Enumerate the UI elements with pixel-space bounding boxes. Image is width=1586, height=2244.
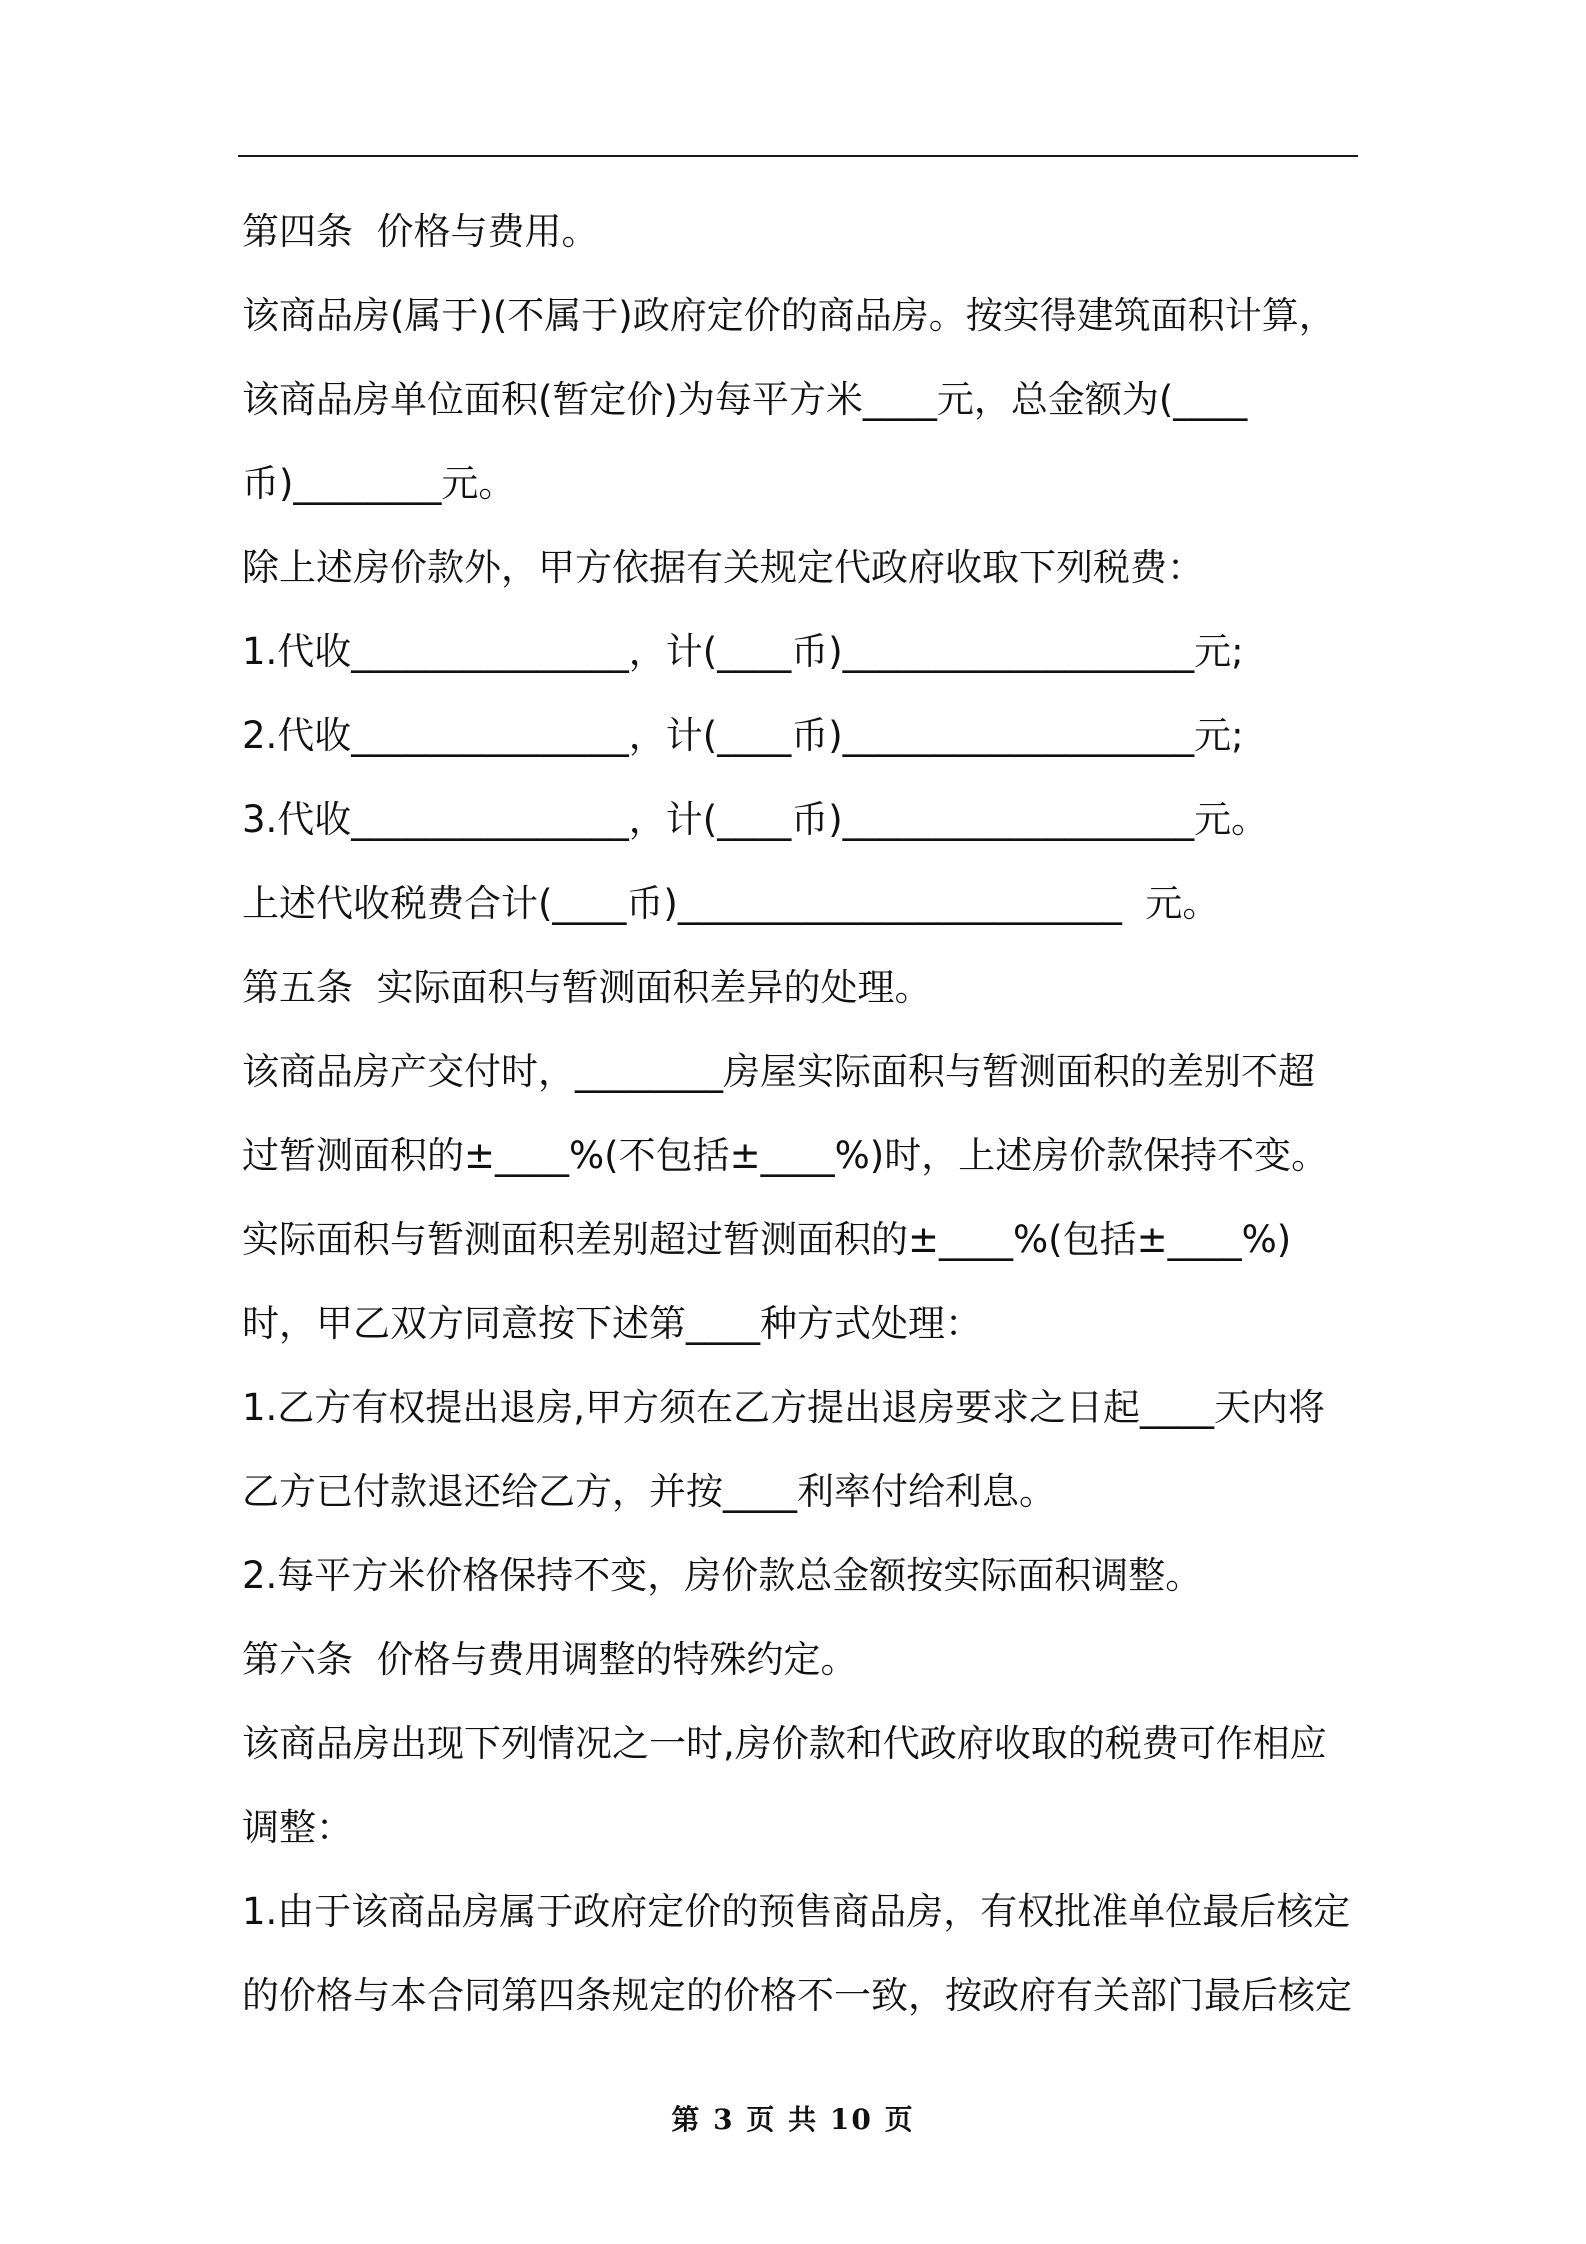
document-body — [242, 190, 1360, 2038]
paragraph-line: 该商品房产交付时，________房屋实际面积与暂测面积的差别不超 — [242, 1050, 1315, 1093]
paragraph-line: 时，甲乙双方同意按下述第____种方式处理： — [242, 1302, 982, 1345]
paragraph-line: 的价格与本合同第四条规定的价格不一致，按政府有关部门最后核定 — [242, 1974, 1352, 2017]
tax-item-2: 2.代收_______________，计(____币)___________________元; — [242, 714, 1244, 757]
article-6-heading: 第六条 价格与费用调整的特殊约定。 — [242, 1638, 858, 1681]
paragraph-line: 过暂测面积的±____%(不包括±____%)时，上述房价款保持不变。 — [242, 1134, 1329, 1177]
paragraph-line: 该商品房(属于)(不属于)政府定价的商品房。按实得建筑面积计算， — [242, 294, 1336, 337]
header-rule — [238, 155, 1358, 157]
tax-total-line: 上述代收税费合计(____币)________________________ 元。 — [242, 882, 1220, 925]
paragraph-line: 该商品房单位面积(暂定价)为每平方米____元，总金额为(____ — [242, 378, 1248, 421]
article-4-heading: 第四条 价格与费用。 — [242, 210, 599, 253]
paragraph-line: 调整： — [242, 1806, 353, 1849]
paragraph-line: 该商品房出现下列情况之一时,房价款和代政府收取的税费可作相应 — [242, 1722, 1327, 1765]
page-number-footer: 第 3 页 共 10 页 — [671, 2103, 915, 2136]
paragraph-line: 1.由于该商品房属于政府定价的预售商品房，有权批准单位最后核定 — [242, 1890, 1351, 1933]
option-1-line: 1.乙方有权提出退房,甲方须在乙方提出退房要求之日起____天内将 — [242, 1386, 1326, 1429]
option-2-line: 2.每平方米价格保持不变，房价款总金额按实际面积调整。 — [242, 1554, 1203, 1597]
tax-item-1: 1.代收_______________，计(____币)___________________元; — [242, 630, 1244, 673]
paragraph-line: 除上述房价款外，甲方依据有关规定代政府收取下列税费： — [242, 546, 1204, 589]
paragraph-line: 乙方已付款退还给乙方，并按____利率付给利息。 — [242, 1470, 1056, 1513]
paragraph-line: 币)________元。 — [242, 462, 516, 505]
article-5-heading: 第五条 实际面积与暂测面积差异的处理。 — [242, 966, 932, 1009]
tax-item-3: 3.代收_______________，计(____币)___________________元。 — [242, 798, 1269, 841]
paragraph-line: 实际面积与暂测面积差别超过暂测面积的±____%(包括±____%) — [242, 1218, 1292, 1261]
